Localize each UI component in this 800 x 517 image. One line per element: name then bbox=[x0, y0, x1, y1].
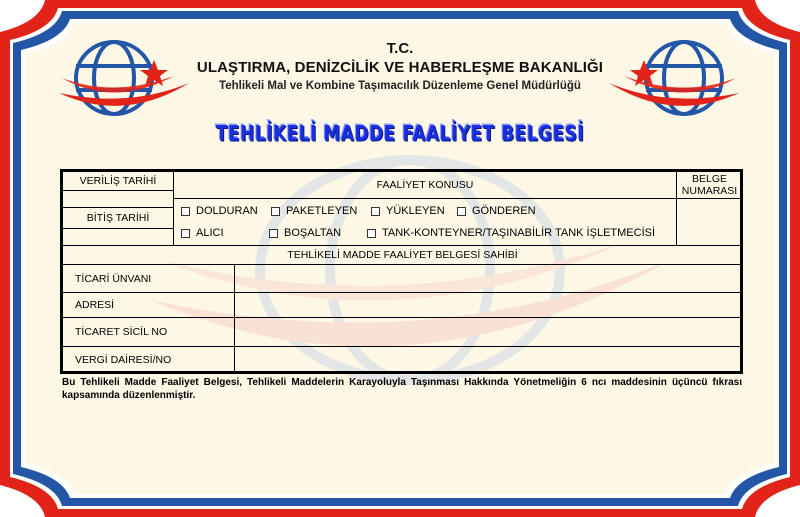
option-sender[interactable]: GÖNDEREN bbox=[457, 205, 536, 217]
checkbox-icon[interactable] bbox=[269, 229, 278, 238]
address-value[interactable] bbox=[234, 292, 743, 318]
end-date-label: BİTİŞ TARİHİ bbox=[62, 207, 174, 229]
trade-registry-value[interactable] bbox=[234, 317, 743, 347]
header bbox=[150, 40, 650, 94]
tax-label: VERGİ DAİRESİ/NO bbox=[62, 346, 235, 374]
document-title: TEHLİKELİ MADDE FAALİYET BELGESİ bbox=[215, 121, 585, 147]
certificate-form bbox=[60, 169, 743, 374]
checkbox-icon[interactable] bbox=[181, 207, 190, 216]
checkbox-icon[interactable] bbox=[457, 207, 466, 216]
option-receiver[interactable]: ALICI bbox=[181, 227, 224, 239]
ministry-name: ULAŞTIRMA, DENİZCİLİK VE HABERLEŞME BAKANLIĞI bbox=[196, 59, 604, 76]
legal-footnote: Bu Tehlikeli Madde Faaliyet Belgesi, Tehlikeli Maddelerin Karayoluyla Taşınması Hakkında Yönetmeliğin 6 ncı maddesinin üçüncü fıkrası kapsamında düzenlenmiştir. bbox=[62, 377, 742, 401]
address-label: ADRESİ bbox=[62, 292, 235, 318]
doc-number-label-line2: NUMARASI bbox=[681, 185, 738, 197]
department-name: Tehlikeli Mal ve Kombine Taşımacılık Düzenleme Genel Müdürlüğü bbox=[219, 80, 581, 92]
tax-value[interactable] bbox=[234, 346, 743, 374]
doc-number-value bbox=[676, 198, 743, 246]
trade-name-value[interactable] bbox=[234, 264, 743, 293]
end-date-value bbox=[62, 228, 174, 246]
doc-number-label-line1: BELGE bbox=[691, 173, 728, 185]
option-loader[interactable]: YÜKLEYEN bbox=[371, 205, 445, 217]
doc-number-label bbox=[676, 171, 743, 199]
issue-date-value bbox=[62, 190, 174, 208]
checkbox-icon[interactable] bbox=[367, 229, 376, 238]
trade-registry-label: TİCARET SİCİL NO bbox=[62, 317, 235, 347]
issue-date-label: VERİLİŞ TARİHİ bbox=[62, 171, 174, 191]
checkbox-icon[interactable] bbox=[271, 207, 280, 216]
option-packer[interactable]: PAKETLEYEN bbox=[271, 205, 357, 217]
trade-name-label: TİCARİ ÜNVANI bbox=[62, 264, 235, 293]
activity-subject-label: FAALİYET KONUSU bbox=[173, 171, 677, 199]
checkbox-icon[interactable] bbox=[371, 207, 380, 216]
header-tc: T.C. bbox=[386, 40, 414, 57]
option-unloader[interactable]: BOŞALTAN bbox=[269, 227, 341, 239]
option-filler[interactable]: DOLDURAN bbox=[181, 205, 258, 217]
option-tank-operator[interactable]: TANK-KONTEYNER/TAŞINABİLİR TANK İŞLETMECİSİ bbox=[367, 227, 655, 239]
checkbox-icon[interactable] bbox=[181, 229, 190, 238]
holder-section-label: TEHLİKELİ MADDE FAALİYET BELGESİ SAHİBİ bbox=[62, 245, 743, 265]
